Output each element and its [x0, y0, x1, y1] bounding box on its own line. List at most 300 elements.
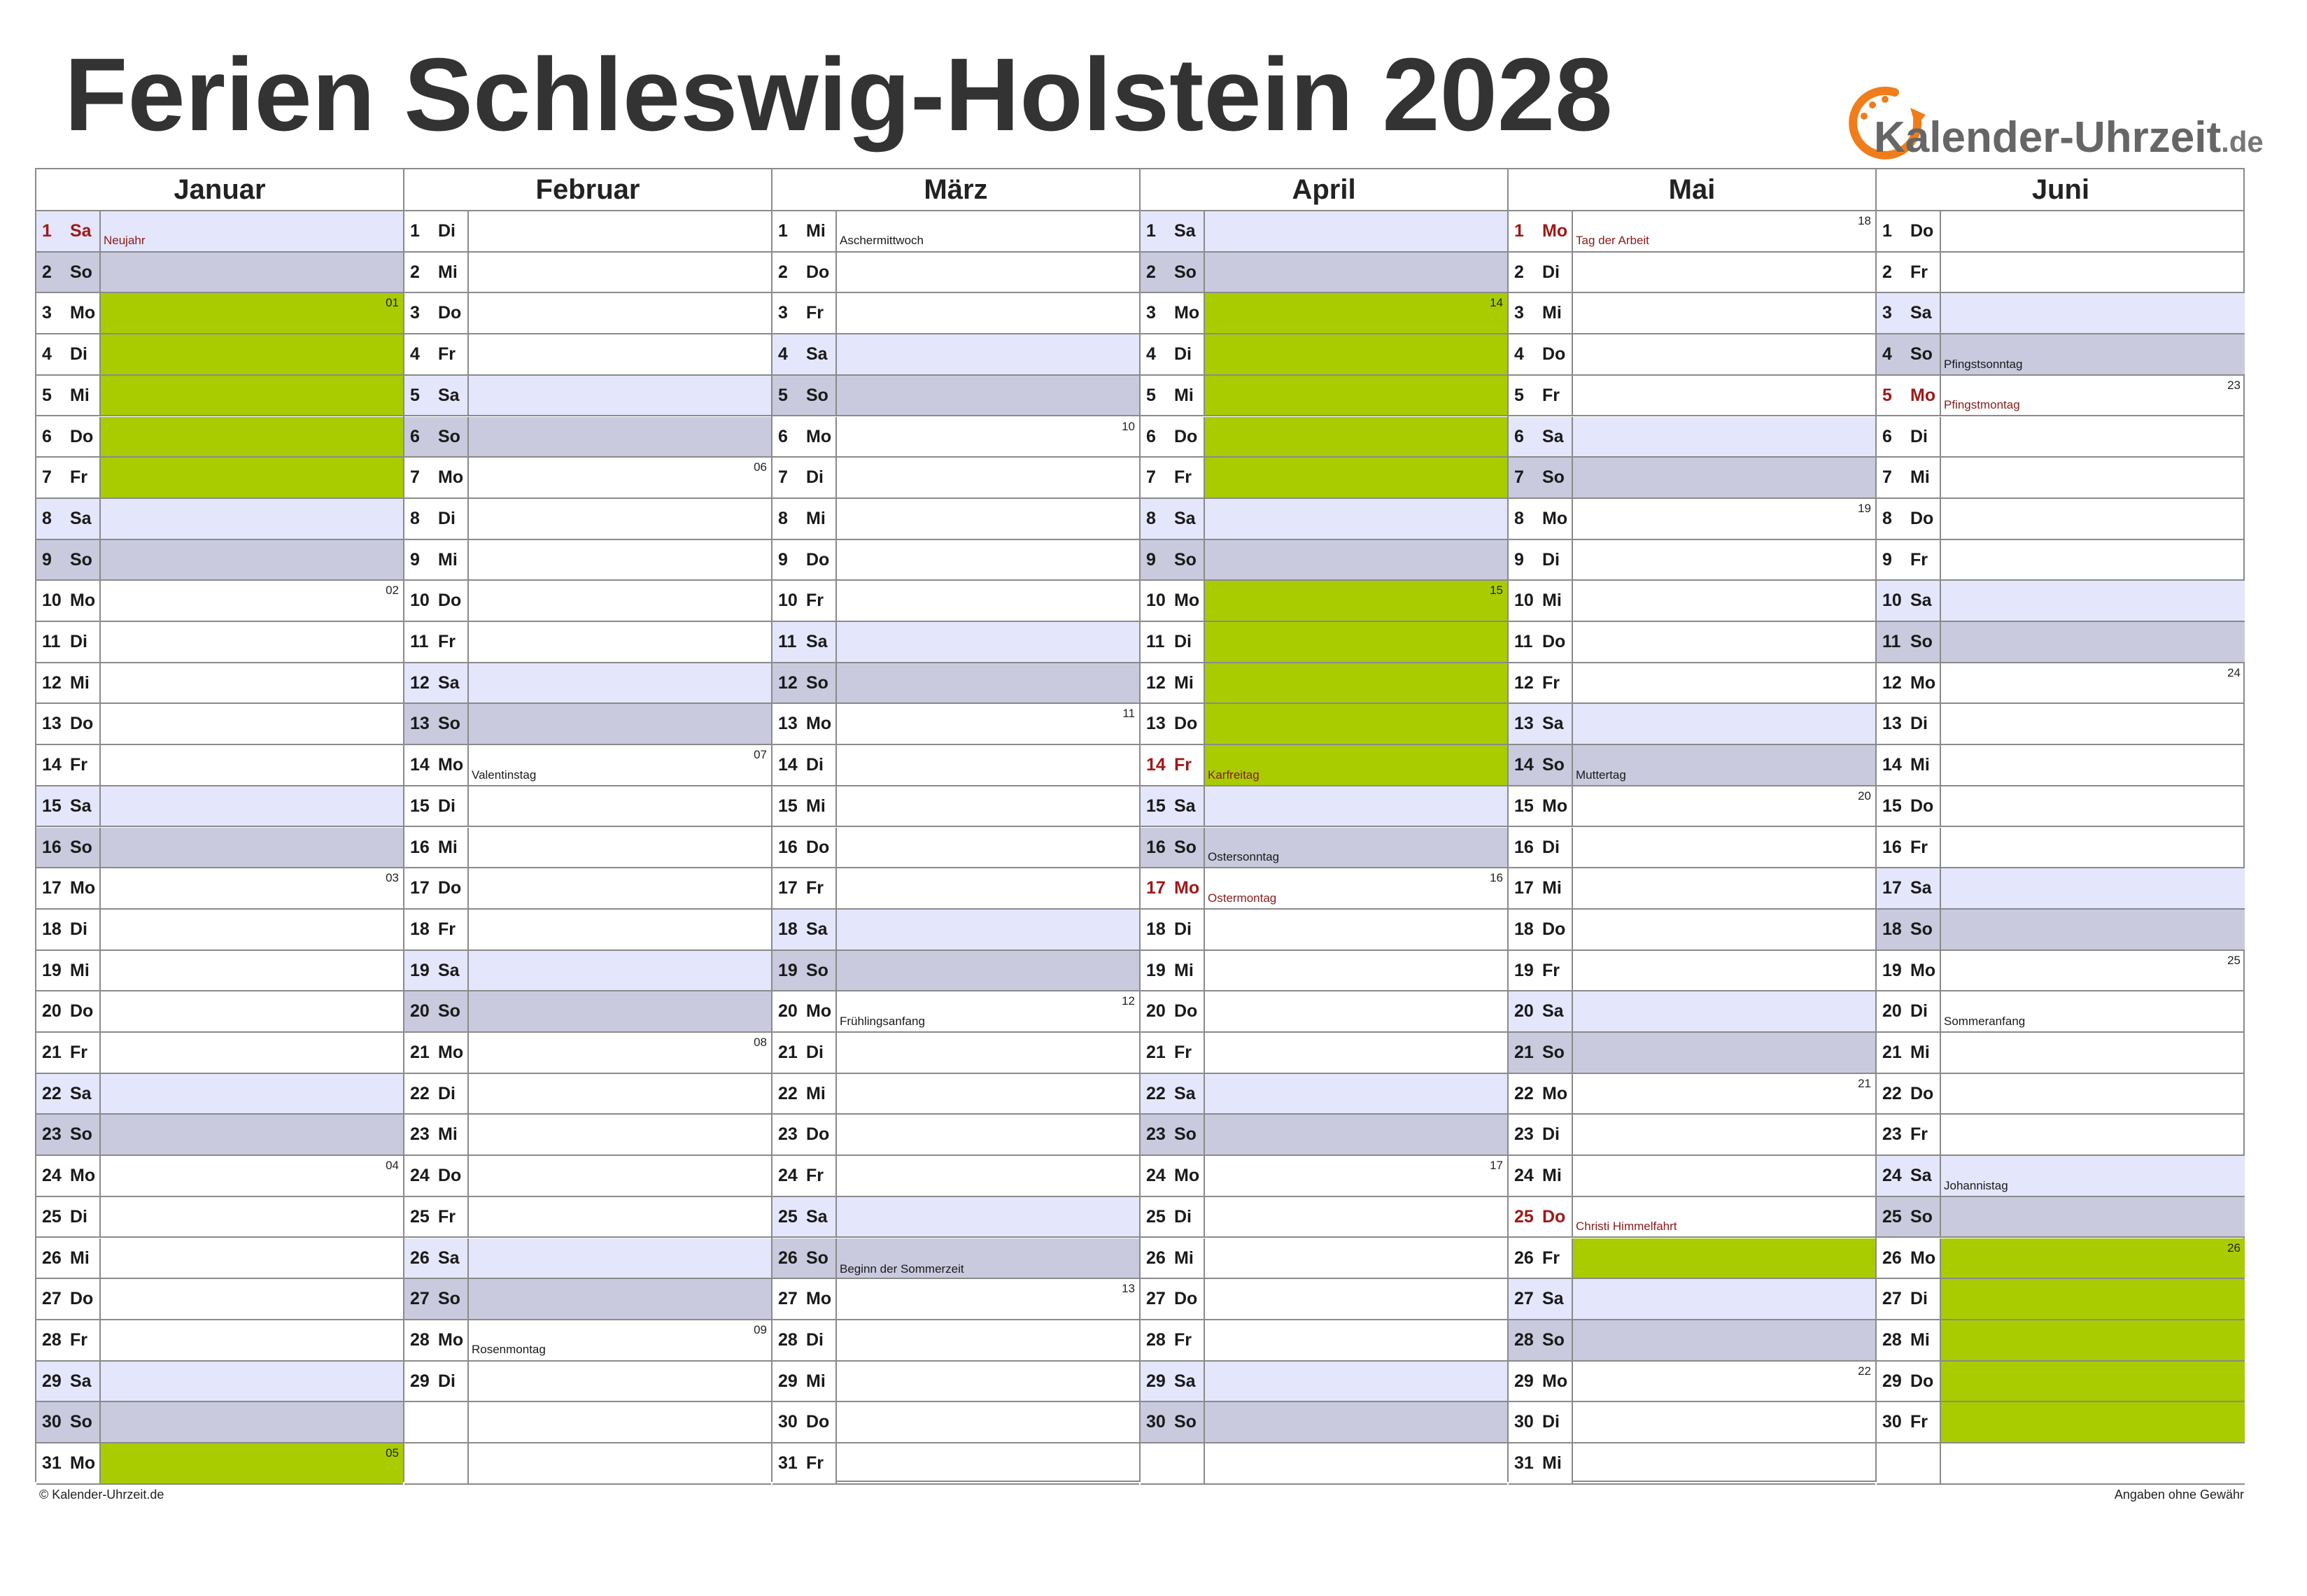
holiday-note: Karfreitag: [1208, 768, 1260, 782]
day-entry-cell: [1941, 334, 2245, 374]
day-number: 18: [1146, 919, 1166, 939]
weekday-label: Mo: [438, 1329, 464, 1350]
day-row: [772, 334, 1139, 376]
week-number: 13: [1122, 1282, 1135, 1296]
day-entry-cell: [837, 622, 1139, 662]
day-entry-cell: [837, 1402, 1139, 1442]
day-row: [404, 211, 771, 253]
vacation-bar: [101, 458, 403, 497]
week-number: 08: [754, 1036, 767, 1049]
day-number: 30: [1146, 1412, 1166, 1432]
day-number: 19: [1514, 960, 1534, 980]
date-cell: [1509, 704, 1573, 744]
date-cell: [1509, 458, 1573, 497]
day-row: [1509, 951, 1875, 992]
day-number: 22: [1146, 1083, 1166, 1103]
day-number: 29: [410, 1371, 430, 1391]
weekday-label: So: [70, 262, 92, 282]
weekday-label: Mi: [1542, 1453, 1562, 1473]
day-entry-cell: [1573, 1362, 1875, 1401]
day-entry-cell: [1941, 786, 2245, 826]
day-number: 10: [1146, 591, 1166, 611]
week-number: 20: [1858, 789, 1871, 803]
date-cell: [1877, 376, 1941, 416]
day-number: 8: [1514, 508, 1524, 528]
day-row: [1141, 1033, 1507, 1074]
day-number: 21: [410, 1043, 430, 1062]
date-cell: [36, 1115, 101, 1154]
week-number: 17: [1490, 1159, 1503, 1173]
day-entry-cell: [101, 1402, 403, 1442]
day-row: [1141, 1362, 1507, 1403]
day-entry-cell: [469, 1443, 771, 1483]
date-cell: [1877, 1074, 1941, 1114]
date-cell: [1141, 376, 1205, 416]
day-entry-cell: [1573, 951, 1875, 991]
day-number: 18: [410, 919, 430, 939]
day-entry-cell: [1573, 581, 1875, 621]
date-cell: [1509, 1074, 1573, 1114]
day-row: [36, 1074, 403, 1115]
day-entry-cell: [469, 1033, 771, 1073]
day-row: [1141, 334, 1507, 376]
weekday-label: Mo: [1174, 303, 1200, 323]
day-entry-cell: [469, 828, 771, 868]
date-cell: [1141, 951, 1205, 991]
day-number: 18: [42, 919, 62, 939]
weekday-label: Di: [1542, 1124, 1560, 1145]
day-number: 13: [42, 714, 62, 734]
day-row: [1509, 211, 1875, 253]
weekday-label: Fr: [806, 591, 824, 611]
weekday-label: Fr: [70, 1043, 87, 1062]
day-row: [1877, 828, 2245, 869]
day-number: 25: [42, 1206, 62, 1227]
weekday-label: Mo: [1174, 1166, 1200, 1186]
date-cell: [1877, 1033, 1941, 1073]
day-entry-cell: [837, 540, 1139, 580]
day-number: 16: [778, 837, 798, 857]
day-number: 28: [778, 1329, 798, 1350]
weekday-label: Fr: [438, 1206, 456, 1227]
day-row: [1877, 951, 2245, 992]
weekday-label: Do: [1174, 1001, 1198, 1022]
month-header: April: [1141, 169, 1507, 211]
date-cell: [404, 253, 469, 292]
weekday-label: Sa: [1174, 508, 1196, 528]
vacation-bar: [1941, 1320, 2245, 1360]
date-cell: [772, 951, 837, 991]
day-row: [36, 991, 403, 1033]
day-entry-cell: [101, 868, 403, 908]
date-cell: [1877, 622, 1941, 662]
day-row: [36, 417, 403, 458]
day-row: [1877, 376, 2245, 417]
day-number: 17: [1146, 878, 1166, 898]
weekday-label: Fr: [70, 755, 87, 775]
day-number: 23: [410, 1124, 430, 1145]
day-row: [1877, 1115, 2245, 1156]
day-row: [36, 745, 403, 786]
vacation-bar: [101, 334, 403, 374]
date-cell: [1877, 1115, 1941, 1154]
date-cell: [36, 991, 101, 1031]
day-entry-cell: [101, 540, 403, 580]
day-number: 15: [1882, 796, 1902, 816]
day-entry-cell: [1573, 1115, 1875, 1154]
day-entry-cell: [469, 1320, 771, 1360]
month-header: Januar: [36, 169, 403, 211]
weekday-label: Mo: [1542, 508, 1568, 528]
date-cell: [1877, 211, 1941, 251]
date-cell: [1509, 293, 1573, 333]
weekday-label: Mo: [1174, 591, 1200, 611]
day-number: 14: [1146, 755, 1166, 775]
date-cell: [36, 1197, 101, 1237]
day-entry-cell: [1941, 253, 2245, 292]
day-row: [1877, 581, 2245, 622]
day-number: 19: [1146, 960, 1166, 980]
day-row: [36, 910, 403, 951]
date-cell: [772, 1443, 837, 1483]
day-entry-cell: [837, 1197, 1139, 1237]
weekday-label: Fr: [806, 1166, 824, 1186]
date-cell: [1877, 786, 1941, 826]
day-number: 7: [1514, 467, 1524, 488]
date-cell: [1141, 1279, 1205, 1319]
day-entry-cell: [1205, 1156, 1507, 1196]
day-number: 9: [1882, 549, 1892, 570]
weekday-label: Mo: [1542, 221, 1568, 241]
date-cell: [1509, 1197, 1573, 1237]
date-cell: [772, 1115, 837, 1154]
day-entry-cell: [1573, 376, 1875, 416]
weekday-label: Mo: [70, 591, 96, 611]
day-entry-cell: [1573, 991, 1875, 1031]
holiday-note: Valentinstag: [472, 768, 537, 782]
weekday-label: Fr: [806, 878, 824, 898]
date-cell: [36, 458, 101, 497]
day-entry-cell: [1205, 828, 1507, 868]
date-cell: [772, 786, 837, 826]
day-row: [36, 253, 403, 294]
day-row: [1877, 1033, 2245, 1074]
day-entry-cell: [469, 951, 771, 991]
day-number: 13: [1146, 714, 1166, 734]
weekday-label: Sa: [1910, 303, 1932, 323]
day-row: [1509, 828, 1875, 869]
day-row: [404, 910, 771, 951]
date-cell: [1141, 1320, 1205, 1360]
day-entry-cell: [1941, 540, 2245, 580]
week-number: 11: [1122, 707, 1135, 721]
day-number: 29: [778, 1371, 798, 1391]
vacation-bar: [1941, 1279, 2245, 1319]
day-row: [772, 1362, 1139, 1403]
date-cell: [36, 868, 101, 908]
week-number: 16: [1490, 871, 1503, 885]
weekday-label: Di: [438, 221, 456, 241]
date-cell: [1141, 1238, 1205, 1278]
date-cell: [1509, 334, 1573, 374]
date-cell: [36, 704, 101, 744]
weekday-label: Mo: [806, 426, 832, 446]
day-number: 9: [1146, 549, 1156, 570]
day-entry-cell: [1941, 991, 2245, 1031]
weekday-label: Do: [438, 1166, 462, 1186]
weekday-label: Sa: [806, 919, 828, 939]
day-entry-cell: [1205, 540, 1507, 580]
weekday-label: Do: [1542, 632, 1566, 651]
weekday-label: Mo: [70, 878, 96, 898]
day-number: 8: [42, 508, 52, 528]
weekday-label: Do: [1910, 508, 1934, 528]
day-entry-cell: [1205, 1320, 1507, 1360]
date-cell: [1509, 868, 1573, 908]
day-number: 28: [1146, 1329, 1166, 1350]
day-row: [36, 704, 403, 745]
weekday-label: Mo: [70, 303, 96, 323]
date-cell: [772, 991, 837, 1031]
day-entry-cell: [469, 991, 771, 1031]
day-number: 3: [410, 303, 420, 323]
date-cell: [1141, 1362, 1205, 1401]
day-row: [1877, 1197, 2245, 1238]
weekday-label: Di: [438, 1083, 456, 1103]
day-entry-cell: [837, 951, 1139, 991]
day-number: 16: [42, 837, 62, 857]
weekday-label: Di: [438, 796, 456, 816]
weekday-label: Mo: [438, 755, 464, 775]
day-entry-cell: [1941, 1443, 2245, 1483]
day-number: 4: [1514, 344, 1524, 365]
date-cell: [1509, 211, 1573, 251]
weekday-label: So: [806, 960, 828, 980]
month-header: März: [772, 169, 1139, 211]
date-cell: [36, 1320, 101, 1360]
day-row: [404, 1362, 771, 1403]
day-entry-cell: [1941, 581, 2245, 621]
day-row: [404, 376, 771, 417]
date-cell: [1877, 991, 1941, 1031]
day-entry-cell: [1941, 663, 2245, 703]
day-row: [36, 663, 403, 705]
day-row: [404, 663, 771, 705]
day-number: 3: [1146, 303, 1156, 323]
day-entry-cell: [101, 253, 403, 292]
weekday-label: Mi: [1174, 672, 1194, 693]
weekday-label: Mi: [806, 508, 826, 528]
day-row: [36, 1443, 403, 1485]
day-number: 15: [410, 796, 430, 816]
week-number: 04: [386, 1159, 399, 1173]
logo-text[interactable]: Kalender-Uhrzeit.de: [1874, 113, 2264, 162]
day-number: 11: [1514, 632, 1533, 651]
holiday-note: Aschermittwoch: [840, 234, 924, 248]
date-cell: [404, 828, 469, 868]
date-cell: [36, 293, 101, 333]
vacation-bar: [1205, 581, 1507, 621]
day-number: 31: [42, 1453, 62, 1473]
day-entry-cell: [101, 991, 403, 1031]
weekday-label: Fr: [70, 467, 87, 488]
date-cell: [1509, 1279, 1573, 1319]
day-row: [1877, 1156, 2245, 1197]
weekday-label: Mo: [1910, 1248, 1936, 1268]
day-number: 25: [1514, 1206, 1534, 1227]
day-entry-cell: [469, 704, 771, 744]
date-cell: [1141, 1197, 1205, 1237]
day-entry-cell: [837, 1074, 1139, 1114]
day-entry-cell: [101, 211, 403, 251]
day-row: [1141, 540, 1507, 581]
day-row: [1509, 334, 1875, 376]
weekday-label: So: [1174, 549, 1197, 570]
day-row: [36, 334, 403, 376]
date-cell: [1141, 253, 1205, 292]
day-number: 19: [1882, 960, 1902, 980]
weekday-label: So: [438, 1001, 460, 1022]
day-row: [36, 540, 403, 581]
day-entry-cell: [101, 704, 403, 744]
day-entry-cell: [1941, 1197, 2245, 1237]
day-entry-cell: [1941, 211, 2245, 251]
weekday-label: So: [1542, 467, 1565, 488]
page-title: Ferien Schleswig-Holstein 2028: [64, 37, 1613, 153]
weekday-label: Fr: [1542, 960, 1560, 980]
day-row: [36, 458, 403, 499]
day-row: [1141, 991, 1507, 1033]
day-number: 12: [778, 672, 798, 693]
weekday-label: Fr: [1910, 837, 1928, 857]
date-cell: [1141, 1115, 1205, 1154]
date-cell: [1509, 745, 1573, 785]
day-entry-cell: [469, 376, 771, 416]
month-column: [772, 169, 1141, 1481]
vacation-bar: [1205, 622, 1507, 662]
weekday-label: Mi: [70, 672, 90, 693]
date-cell: [1509, 828, 1573, 868]
date-cell: [1141, 417, 1205, 457]
day-number: 29: [1882, 1371, 1902, 1391]
week-number: 05: [386, 1446, 399, 1460]
weekday-label: Fr: [1174, 755, 1192, 775]
day-number: 26: [778, 1248, 798, 1268]
day-number: 21: [778, 1043, 798, 1062]
weekday-label: Do: [70, 1289, 94, 1309]
day-entry-cell: [837, 334, 1139, 374]
day-entry-cell: [1941, 910, 2245, 949]
day-row: [1509, 458, 1875, 499]
day-row: [1877, 499, 2245, 540]
day-entry-cell: [837, 1362, 1139, 1401]
weekday-label: Sa: [1174, 1083, 1196, 1103]
day-number: 30: [42, 1412, 62, 1432]
day-number: 23: [42, 1124, 62, 1145]
date-cell: [1509, 1320, 1573, 1360]
day-row: [1141, 1115, 1507, 1156]
weekday-label: Di: [1910, 714, 1928, 734]
weekday-label: Do: [70, 1001, 94, 1022]
date-cell: [1877, 1197, 1941, 1237]
day-entry-cell: [469, 540, 771, 580]
weekday-label: So: [70, 837, 92, 857]
day-row: [1509, 376, 1875, 417]
vacation-bar: [1205, 417, 1507, 457]
day-number: 14: [410, 755, 430, 775]
day-row: [1509, 540, 1875, 581]
date-cell: [1509, 417, 1573, 457]
day-row: [1509, 1115, 1875, 1156]
day-row: [772, 1156, 1139, 1197]
day-row: [1509, 786, 1875, 828]
day-number: 25: [778, 1206, 798, 1227]
date-cell: [404, 293, 469, 333]
weekday-label: Fr: [1910, 1124, 1928, 1145]
day-entry-cell: [101, 1115, 403, 1154]
date-cell: [404, 334, 469, 374]
date-cell: [36, 499, 101, 539]
date-cell: [1877, 745, 1941, 785]
day-row: [1877, 745, 2245, 786]
day-row: [1141, 745, 1507, 786]
day-number: 12: [410, 672, 430, 693]
vacation-bar: [1205, 293, 1507, 333]
date-cell: [1509, 1033, 1573, 1073]
weekday-label: Do: [1174, 1289, 1198, 1309]
day-number: 25: [410, 1206, 430, 1227]
day-number: 9: [1514, 549, 1524, 570]
day-number: 6: [1146, 426, 1156, 446]
day-entry-cell: [837, 376, 1139, 416]
day-entry-cell: [1573, 1033, 1875, 1073]
day-number: 15: [42, 796, 62, 816]
day-row: [1141, 581, 1507, 622]
day-row: [772, 253, 1139, 294]
day-number: 5: [42, 385, 52, 405]
weekday-label: So: [1910, 344, 1933, 365]
date-cell: [1877, 1238, 1941, 1278]
weekday-label: Di: [438, 508, 456, 528]
day-row: [1877, 1362, 2245, 1403]
date-cell: [404, 1443, 469, 1483]
date-cell: [772, 704, 837, 744]
vacation-bar: [101, 1443, 403, 1483]
day-entry-cell: [469, 663, 771, 703]
day-entry-cell: [837, 293, 1139, 333]
date-cell: [1141, 1156, 1205, 1196]
weekday-label: Mo: [1542, 1371, 1568, 1391]
day-number: 13: [410, 714, 430, 734]
date-cell: [1509, 540, 1573, 580]
day-row: [1141, 211, 1507, 253]
holiday-note: Ostermontag: [1208, 891, 1277, 905]
day-number: 12: [1146, 672, 1166, 693]
week-number: 21: [1858, 1076, 1871, 1090]
weekday-label: Mi: [70, 385, 90, 405]
weekday-label: So: [1542, 755, 1565, 775]
day-number: 14: [1514, 755, 1534, 775]
day-row: [772, 622, 1139, 663]
day-number: 1: [778, 221, 788, 241]
day-number: 10: [410, 591, 430, 611]
vacation-bar: [101, 417, 403, 457]
date-cell: [1141, 293, 1205, 333]
day-entry-cell: [1205, 991, 1507, 1031]
date-cell: [404, 663, 469, 703]
empty-day-row: [1141, 1443, 1507, 1485]
date-cell: [1877, 1156, 1941, 1196]
